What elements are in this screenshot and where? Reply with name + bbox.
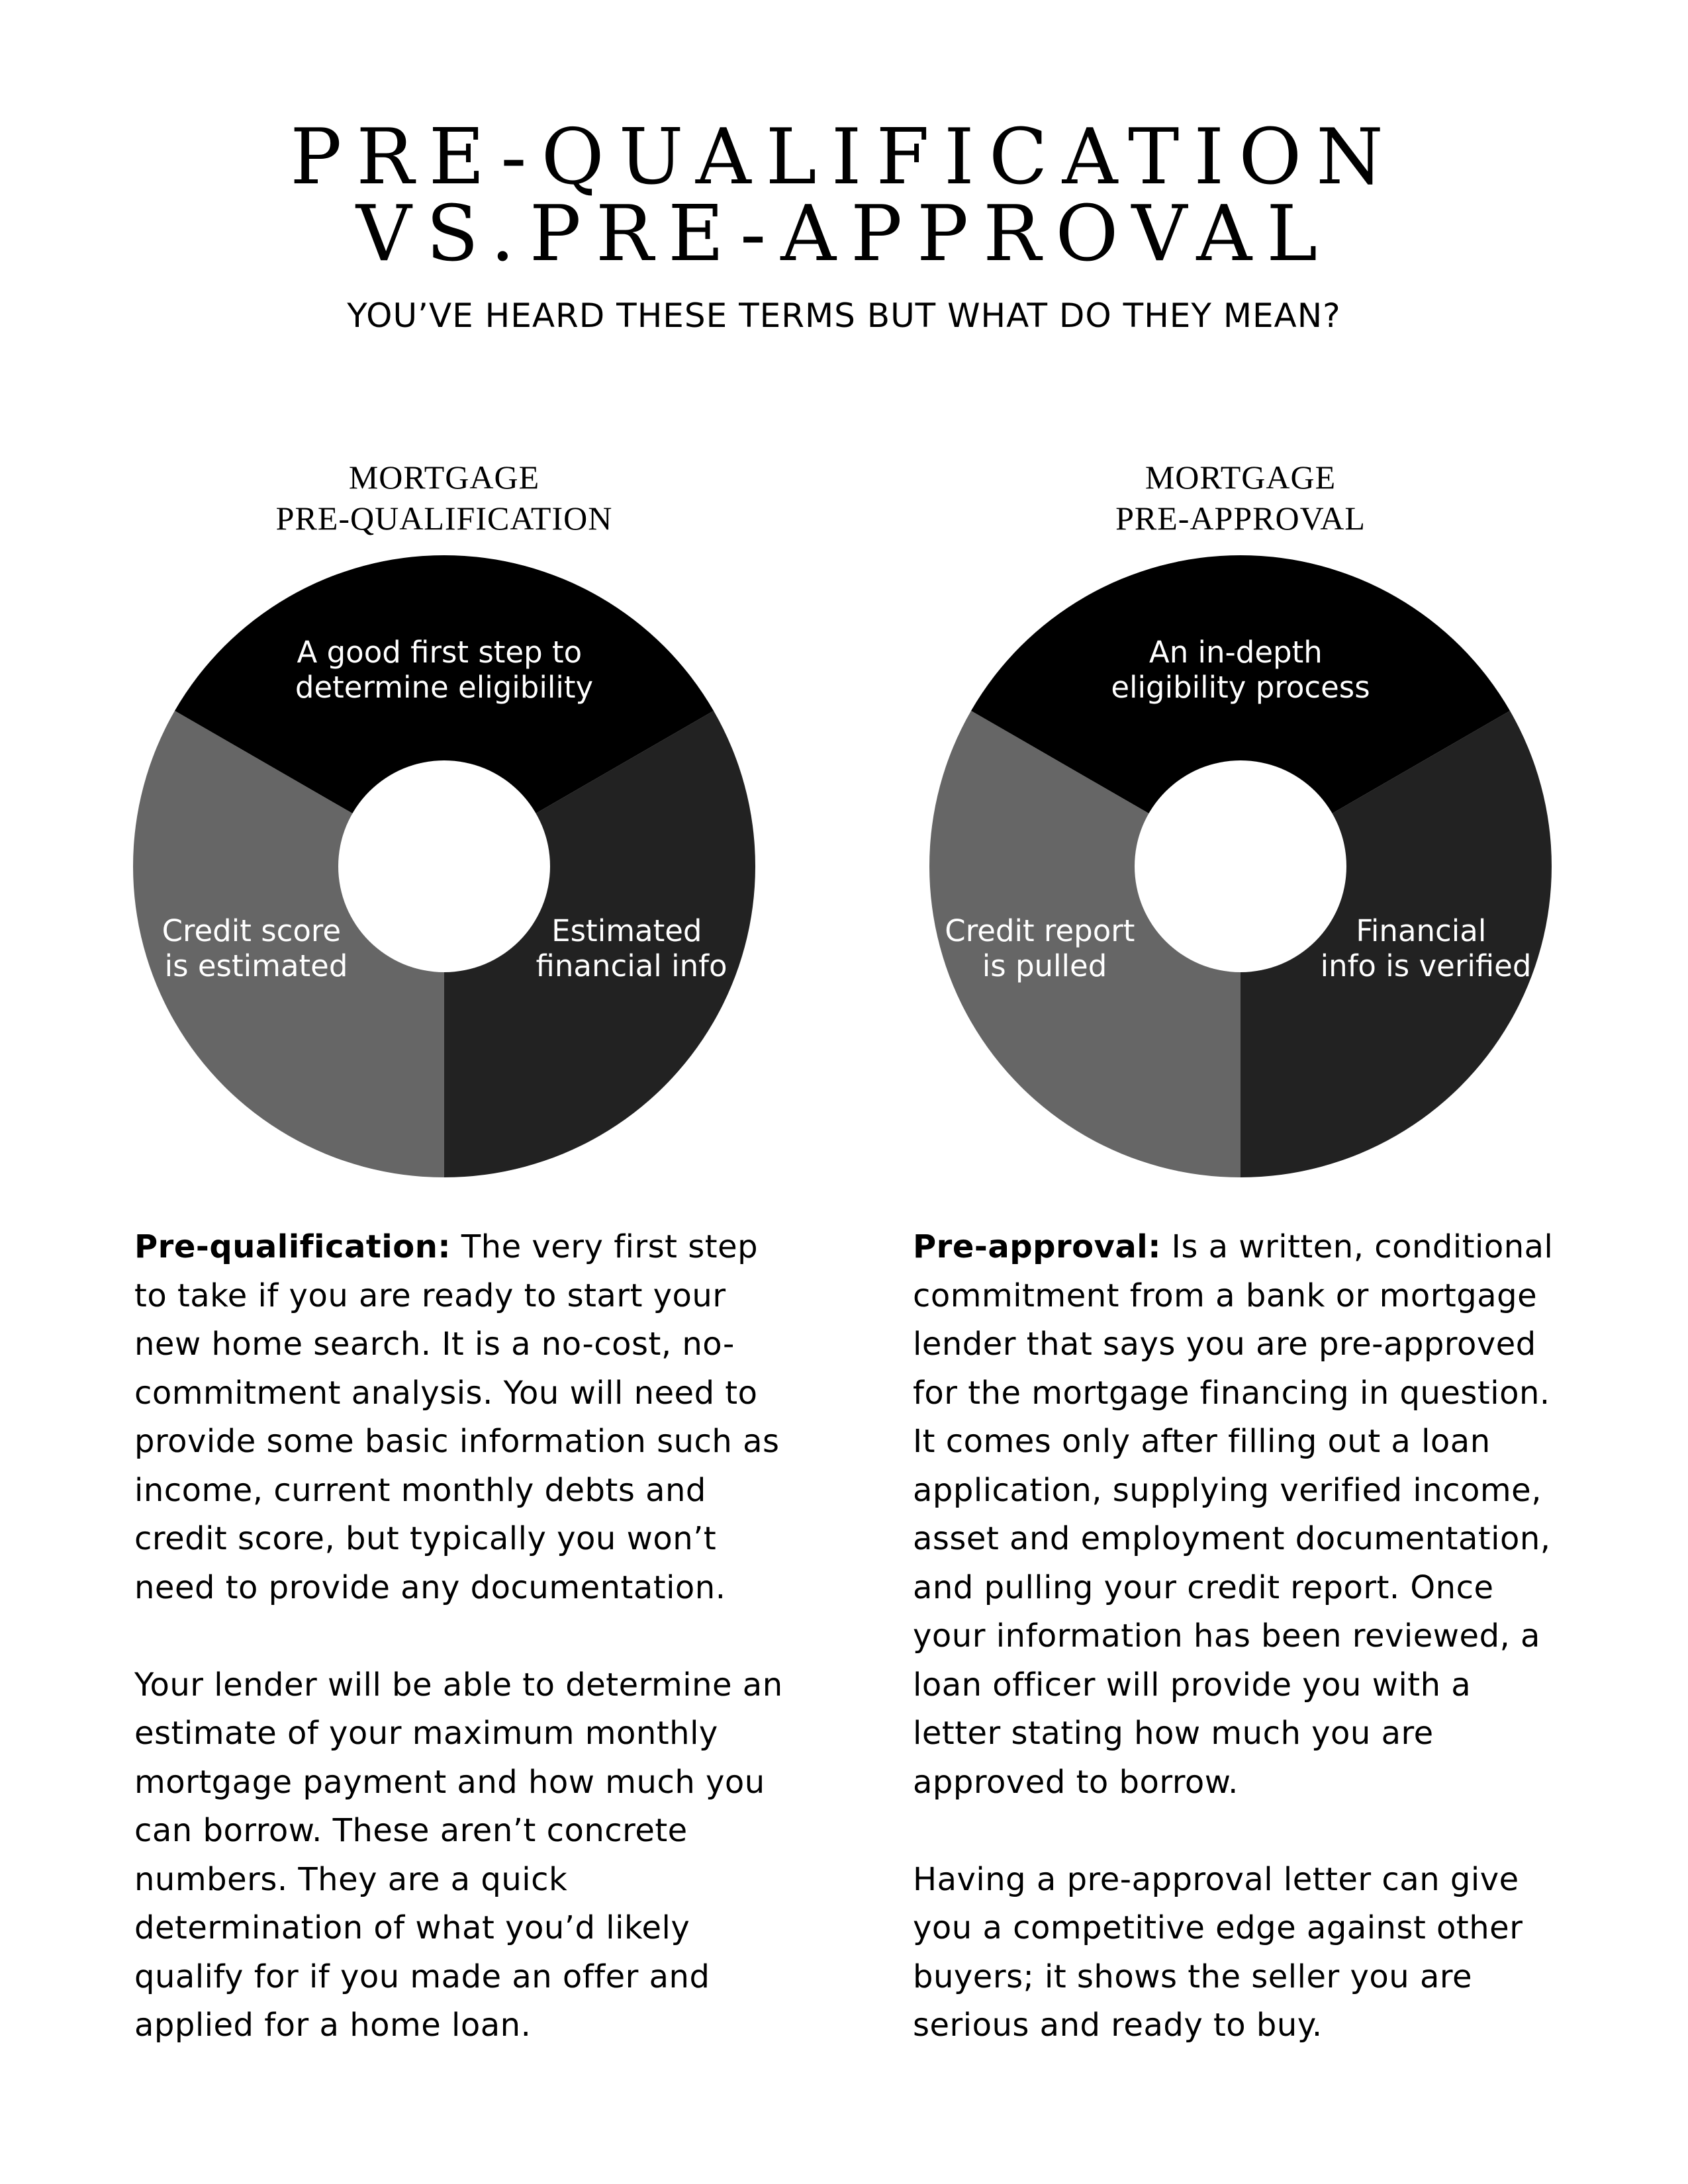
pre-qualification-donut	[133, 555, 755, 1177]
pre-approval-paragraph-1	[913, 1223, 1562, 1807]
right-column-heading	[910, 457, 1571, 539]
pre-approval-term: Pre-approval:	[913, 1228, 1161, 1265]
pre-approval-definition: Is a written, conditional commitment from a bank or mortgage lender that says you are pre-approved for the mortgage financing in question. It comes only after filling out a loan application, supplying verified income, asset and employment documentation, and pulling your credit report. Once your information has been reviewed, a loan officer will provide you with a letter stating how much you are approved to borrow.	[913, 1228, 1554, 1801]
pre-qualification-paragraph-2: Your lender will be able to determine an estimate of your maximum monthly mortgage payment and how much you can borrow. These aren’t concrete numbers. They are a quick determination of what you’d likely qualify for if you made an offer and applied for a home loan.	[134, 1666, 783, 2044]
pre-approval-description	[913, 1223, 1562, 2050]
donut-label-left: Credit score is estimated	[162, 913, 348, 983]
donut-label-right: Financial info is verified	[1320, 913, 1532, 983]
pre-approval-paragraph-2: Having a pre-approval letter can give you a competitive edge against other buyers; it shows the seller you are serious and ready to buy.	[913, 1860, 1523, 2044]
donut-label-right: Estimated financial info	[536, 913, 727, 983]
left-heading-line-2: PRE-QUALIFICATION	[275, 500, 613, 537]
pre-qualification-paragraph-1	[134, 1223, 786, 1612]
donut-label-top: A good first step to determine eligibility	[295, 635, 594, 705]
pre-qualification-term: Pre-qualification:	[134, 1228, 451, 1265]
left-column-heading	[113, 457, 775, 539]
left-heading-line-1: MORTGAGE	[348, 459, 540, 496]
page-title-line-1: PRE-QUALIFICATION	[290, 113, 1398, 202]
donut-hole	[338, 760, 550, 972]
pre-qualification-description	[134, 1223, 786, 2050]
page-title-line-2: VS.PRE-APPROVAL	[355, 189, 1333, 279]
right-heading-line-1: MORTGAGE	[1145, 459, 1336, 496]
pre-qualification-donut-svg	[133, 555, 755, 1177]
donut-hole	[1135, 760, 1346, 972]
pre-qualification-definition: The very first step to take if you are ready to start your new home search. It is a no-cost, no-commitment analysis. You will need to provide some basic information such as income, current monthly debts and credit score, but typically you won’t need to provide any documentation.	[134, 1228, 780, 1606]
pre-approval-donut	[929, 555, 1552, 1177]
page-subtitle: YOU’VE HEARD THESE TERMS BUT WHAT DO THEY MEAN?	[347, 296, 1341, 335]
right-heading-line-2: PRE-APPROVAL	[1115, 500, 1366, 537]
donut-label-top: An in-depth eligibility process	[1111, 635, 1370, 705]
pre-approval-donut-svg	[929, 555, 1552, 1177]
donut-label-left: Credit report is pulled	[945, 913, 1135, 983]
